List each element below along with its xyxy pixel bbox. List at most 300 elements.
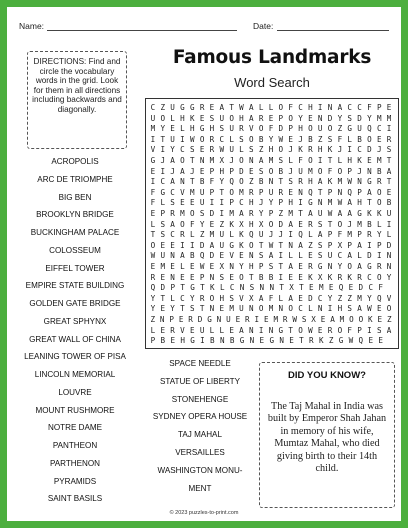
grid-letter[interactable]: X (249, 293, 254, 303)
grid-letter[interactable]: B (278, 166, 284, 176)
grid-letter[interactable]: R (258, 113, 264, 123)
grid-letter[interactable]: O (376, 272, 382, 282)
grid-letter[interactable]: G (199, 124, 205, 134)
grid-letter[interactable]: O (268, 166, 274, 176)
grid-letter[interactable]: V (249, 124, 254, 134)
grid-letter[interactable]: S (386, 145, 392, 155)
grid-letter[interactable]: N (317, 304, 323, 314)
grid-letter[interactable]: I (258, 325, 264, 335)
grid-letter[interactable]: Y (258, 209, 264, 218)
grid-letter[interactable]: A (298, 240, 303, 250)
grid-letter[interactable]: L (278, 293, 284, 303)
grid-letter[interactable]: J (258, 198, 264, 208)
grid-letter[interactable]: E (367, 156, 372, 165)
grid-letter[interactable]: O (337, 325, 343, 335)
grid-letter[interactable]: Y (150, 293, 156, 303)
grid-letter[interactable]: Y (239, 262, 244, 271)
grid-letter[interactable]: L (288, 251, 293, 261)
grid-letter[interactable]: Z (219, 219, 225, 229)
grid-letter[interactable]: O (278, 103, 284, 112)
grid-letter[interactable]: H (180, 113, 185, 123)
grid-letter[interactable]: E (160, 272, 166, 282)
grid-letter[interactable]: O (150, 240, 156, 250)
grid-letter[interactable]: E (298, 262, 303, 271)
grid-letter[interactable]: H (357, 198, 362, 208)
grid-letter[interactable]: G (239, 336, 245, 346)
grid-letter[interactable]: B (308, 134, 313, 144)
grid-letter[interactable]: B (189, 251, 195, 261)
grid-letter[interactable]: N (209, 272, 215, 282)
grid-letter[interactable]: E (317, 325, 323, 335)
grid-letter[interactable]: O (258, 124, 264, 134)
grid-letter[interactable]: M (160, 262, 166, 271)
grid-letter[interactable]: U (357, 124, 362, 134)
grid-letter[interactable]: P (268, 209, 274, 218)
grid-letter[interactable]: M (273, 315, 279, 324)
grid-letter[interactable]: G (269, 336, 275, 346)
grid-letter[interactable]: T (278, 177, 284, 187)
grid-letter[interactable]: A (180, 251, 185, 261)
grid-letter[interactable]: H (347, 156, 352, 165)
grid-letter[interactable]: A (288, 219, 293, 229)
grid-letter[interactable]: I (219, 209, 225, 218)
grid-letter[interactable]: P (150, 336, 156, 346)
grid-letter[interactable]: M (239, 187, 244, 197)
grid-letter[interactable]: Y (386, 272, 392, 282)
grid-letter[interactable]: S (258, 166, 264, 176)
grid-letter[interactable]: C (170, 230, 175, 240)
grid-letter[interactable]: U (239, 304, 244, 314)
grid-letter[interactable]: L (150, 219, 156, 229)
grid-letter[interactable]: R (170, 209, 175, 218)
grid-letter[interactable]: T (180, 304, 185, 314)
grid-letter[interactable]: N (317, 198, 323, 208)
grid-letter[interactable]: D (357, 113, 362, 123)
grid-letter[interactable]: M (386, 113, 392, 123)
grid-letter[interactable]: O (199, 134, 205, 144)
grid-letter[interactable]: H (219, 293, 225, 303)
grid-letter[interactable]: P (327, 230, 333, 240)
grid-letter[interactable]: X (289, 283, 294, 293)
grid-letter[interactable]: R (199, 293, 205, 303)
grid-letter[interactable]: N (327, 103, 333, 112)
grid-letter[interactable]: J (268, 230, 274, 240)
grid-letter[interactable]: M (339, 315, 345, 324)
grid-letter[interactable]: C (229, 283, 235, 293)
grid-letter[interactable]: U (160, 251, 166, 261)
grid-letter[interactable]: H (209, 124, 215, 134)
grid-letter[interactable]: D (367, 251, 372, 261)
grid-letter[interactable]: P (347, 240, 352, 250)
grid-letter[interactable]: C (150, 103, 156, 112)
grid-letter[interactable]: L (357, 251, 362, 261)
grid-letter[interactable]: P (160, 209, 166, 218)
grid-letter[interactable]: A (308, 209, 313, 218)
grid-letter[interactable]: D (239, 166, 244, 176)
grid-letter[interactable]: I (367, 240, 372, 250)
grid-letter[interactable]: J (170, 166, 175, 176)
grid-letter[interactable]: E (368, 336, 374, 346)
grid-letter[interactable]: W (278, 134, 284, 144)
grid-letter[interactable]: L (308, 304, 313, 314)
grid-letter[interactable]: I (317, 103, 323, 112)
grid-letter[interactable]: M (376, 156, 382, 165)
grid-letter[interactable]: V (386, 293, 392, 303)
grid-letter[interactable]: T (249, 272, 254, 282)
grid-letter[interactable]: X (239, 219, 244, 229)
grid-letter[interactable]: K (327, 145, 333, 155)
grid-letter[interactable]: U (268, 187, 274, 197)
grid-letter[interactable]: T (200, 283, 205, 293)
grid-letter[interactable]: X (219, 156, 225, 165)
grid-letter[interactable]: G (190, 336, 195, 346)
grid-letter[interactable]: R (357, 272, 362, 282)
grid-letter[interactable]: T (299, 283, 304, 293)
grid-letter[interactable]: A (288, 293, 293, 303)
grid-letter[interactable]: Z (328, 336, 334, 346)
grid-letter[interactable]: Z (278, 209, 284, 218)
grid-letter[interactable]: J (376, 145, 382, 155)
grid-letter[interactable]: A (258, 156, 264, 165)
grid-letter[interactable]: E (328, 283, 334, 293)
grid-letter[interactable]: U (199, 187, 205, 197)
grid-letter[interactable]: S (268, 262, 274, 271)
grid-letter[interactable]: O (376, 187, 382, 197)
grid-letter[interactable]: P (278, 113, 284, 123)
grid-letter[interactable]: N (357, 177, 362, 187)
grid-letter[interactable]: A (170, 156, 175, 165)
grid-letter[interactable]: E (209, 103, 215, 112)
grid-letter[interactable]: I (150, 134, 156, 144)
grid-letter[interactable]: M (337, 177, 343, 187)
grid-letter[interactable]: O (358, 315, 364, 324)
grid-letter[interactable]: A (347, 198, 352, 208)
grid-letter[interactable]: L (150, 325, 156, 335)
grid-letter[interactable]: T (298, 209, 303, 218)
grid-letter[interactable]: X (317, 272, 323, 282)
grid-letter[interactable]: P (278, 198, 284, 208)
grid-letter[interactable]: P (199, 272, 205, 282)
grid-letter[interactable]: E (160, 304, 166, 314)
grid-letter[interactable]: O (367, 134, 372, 144)
grid-letter[interactable]: O (189, 209, 195, 218)
grid-letter[interactable]: N (249, 251, 254, 261)
grid-letter[interactable]: S (258, 251, 264, 261)
grid-letter[interactable]: N (170, 251, 175, 261)
grid-letter[interactable]: E (298, 293, 303, 303)
grid-letter[interactable]: E (249, 166, 254, 176)
grid-letter[interactable]: V (180, 325, 185, 335)
grid-letter[interactable]: E (170, 336, 176, 346)
grid-letter[interactable]: R (308, 145, 313, 155)
grid-letter[interactable]: E (209, 262, 215, 271)
grid-letter[interactable]: V (180, 187, 185, 197)
grid-letter[interactable]: L (180, 262, 185, 271)
grid-letter[interactable]: H (317, 145, 323, 155)
grid-letter[interactable]: T (180, 283, 185, 293)
grid-letter[interactable]: Y (219, 177, 225, 187)
grid-letter[interactable]: M (268, 156, 274, 165)
grid-letter[interactable]: C (376, 124, 382, 134)
grid-letter[interactable]: M (318, 283, 324, 293)
grid-letter[interactable]: K (239, 240, 244, 250)
grid-letter[interactable]: P (288, 124, 293, 134)
grid-letter[interactable]: E (229, 325, 234, 335)
grid-letter[interactable]: E (160, 240, 166, 250)
grid-letter[interactable]: D (197, 315, 203, 324)
grid-letter[interactable]: S (239, 134, 244, 144)
grid-letter[interactable]: W (348, 336, 354, 346)
grid-letter[interactable]: U (170, 134, 175, 144)
grid-letter[interactable]: O (349, 315, 354, 324)
grid-letter[interactable]: U (258, 230, 264, 240)
grid-letter[interactable]: S (189, 304, 195, 314)
grid-letter[interactable]: N (317, 113, 323, 123)
grid-letter[interactable]: L (347, 134, 352, 144)
grid-letter[interactable]: K (318, 336, 324, 346)
grid-letter[interactable]: I (209, 198, 215, 208)
grid-letter[interactable]: L (219, 283, 225, 293)
grid-letter[interactable]: L (219, 325, 225, 335)
grid-letter[interactable]: K (210, 283, 215, 293)
grid-letter[interactable]: E (189, 272, 195, 282)
grid-letter[interactable]: B (357, 134, 362, 144)
grid-letter[interactable]: N (298, 187, 303, 197)
grid-letter[interactable]: E (219, 304, 225, 314)
grid-letter[interactable]: T (279, 283, 284, 293)
grid-letter[interactable]: V (229, 251, 234, 261)
grid-letter[interactable]: Q (298, 230, 303, 240)
grid-letter[interactable]: A (180, 166, 185, 176)
grid-letter[interactable]: E (178, 315, 184, 324)
grid-letter[interactable]: I (150, 177, 156, 187)
grid-letter[interactable]: T (160, 134, 166, 144)
grid-letter[interactable]: W (268, 240, 274, 250)
grid-letter[interactable]: C (357, 103, 362, 112)
grid-letter[interactable]: O (180, 156, 185, 165)
grid-letter[interactable]: N (278, 304, 284, 314)
grid-letter[interactable]: Q (308, 187, 313, 197)
grid-letter[interactable]: M (357, 219, 362, 229)
grid-letter[interactable]: Y (268, 134, 274, 144)
grid-letter[interactable]: U (226, 315, 231, 324)
grid-letter[interactable]: B (160, 336, 166, 346)
grid-letter[interactable]: R (278, 187, 284, 197)
grid-letter[interactable]: N (249, 304, 254, 314)
grid-letter[interactable]: P (170, 283, 176, 293)
grid-letter[interactable]: D (209, 251, 215, 261)
grid-letter[interactable]: N (269, 283, 275, 293)
grid-letter[interactable]: N (209, 304, 215, 314)
grid-letter[interactable]: W (337, 198, 343, 208)
grid-letter[interactable]: G (190, 283, 195, 293)
grid-letter[interactable]: T (160, 293, 166, 303)
grid-letter[interactable]: Q (367, 124, 372, 134)
grid-letter[interactable]: I (278, 272, 284, 282)
grid-letter[interactable]: I (160, 145, 166, 155)
grid-letter[interactable]: H (249, 198, 254, 208)
grid-letter[interactable]: M (268, 304, 274, 314)
grid-letter[interactable]: B (258, 272, 264, 282)
grid-letter[interactable]: F (189, 219, 195, 229)
grid-letter[interactable]: M (357, 293, 362, 303)
grid-letter[interactable]: S (249, 283, 255, 293)
grid-letter[interactable]: Z (347, 293, 352, 303)
grid-letter[interactable]: P (209, 187, 215, 197)
grid-letter[interactable]: R (249, 209, 254, 218)
grid-letter[interactable]: O (239, 156, 244, 165)
grid-letter[interactable]: R (337, 272, 343, 282)
grid-letter[interactable]: S (229, 293, 234, 303)
grid-letter[interactable]: I (347, 145, 352, 155)
grid-letter[interactable]: L (376, 219, 382, 229)
grid-letter[interactable]: R (367, 230, 372, 240)
grid-letter[interactable]: I (386, 219, 392, 229)
grid-letter[interactable]: X (337, 240, 343, 250)
grid-letter[interactable]: K (239, 230, 244, 240)
grid-letter[interactable]: D (386, 240, 392, 250)
grid-letter[interactable]: R (309, 336, 314, 346)
grid-letter[interactable]: A (288, 262, 293, 271)
grid-letter[interactable]: Z (337, 293, 343, 303)
grid-letter[interactable]: X (219, 262, 225, 271)
grid-letter[interactable]: B (386, 198, 392, 208)
grid-letter[interactable]: Q (358, 336, 364, 346)
grid-letter[interactable]: A (239, 209, 244, 218)
grid-letter[interactable]: F (347, 325, 352, 335)
grid-letter[interactable]: U (229, 145, 234, 155)
grid-letter[interactable]: O (229, 113, 234, 123)
grid-letter[interactable]: S (199, 209, 205, 218)
grid-letter[interactable]: T (288, 325, 293, 335)
grid-letter[interactable]: G (347, 124, 352, 134)
grid-letter[interactable]: C (357, 145, 362, 155)
grid-letter[interactable]: S (347, 113, 352, 123)
grid-letter[interactable]: J (337, 145, 343, 155)
grid-letter[interactable]: L (229, 134, 234, 144)
grid-letter[interactable]: D (327, 113, 333, 123)
grid-letter[interactable]: G (207, 315, 212, 324)
grid-letter[interactable]: A (330, 315, 335, 324)
grid-letter[interactable]: I (160, 166, 166, 176)
grid-letter[interactable]: I (219, 198, 225, 208)
grid-letter[interactable]: Q (229, 177, 234, 187)
grid-letter[interactable]: R (150, 272, 156, 282)
grid-letter[interactable]: O (317, 166, 323, 176)
grid-letter[interactable]: H (189, 124, 195, 134)
grid-letter[interactable]: W (327, 209, 333, 218)
grid-letter[interactable]: O (376, 198, 382, 208)
grid-letter[interactable]: O (239, 177, 244, 187)
grid-letter[interactable]: C (180, 145, 185, 155)
grid-letter[interactable]: C (239, 198, 244, 208)
grid-letter[interactable]: E (289, 336, 294, 346)
grid-letter[interactable]: A (347, 209, 352, 218)
grid-letter[interactable]: R (245, 315, 250, 324)
grid-letter[interactable]: P (327, 240, 333, 250)
grid-letter[interactable]: C (317, 293, 323, 303)
grid-letter[interactable]: D (278, 219, 284, 229)
grid-letter[interactable]: N (386, 262, 392, 271)
grid-letter[interactable]: A (268, 251, 274, 261)
grid-letter[interactable]: B (229, 336, 235, 346)
grid-letter[interactable]: B (258, 134, 264, 144)
grid-letter[interactable]: M (229, 304, 234, 314)
grid-letter[interactable]: E (348, 283, 354, 293)
grid-letter[interactable]: G (189, 103, 195, 112)
grid-letter[interactable]: Z (258, 145, 264, 155)
grid-letter[interactable]: N (199, 156, 205, 165)
grid-letter[interactable]: C (368, 283, 374, 293)
grid-letter[interactable]: O (298, 325, 303, 335)
grid-letter[interactable]: E (189, 262, 195, 271)
grid-letter[interactable]: S (189, 145, 195, 155)
grid-letter[interactable]: O (180, 219, 185, 229)
grid-letter[interactable]: G (308, 198, 313, 208)
grid-letter[interactable]: L (189, 230, 195, 240)
grid-letter[interactable]: O (337, 219, 343, 229)
grid-letter[interactable]: O (249, 240, 254, 250)
grid-letter[interactable]: T (189, 156, 195, 165)
grid-letter[interactable]: G (150, 156, 156, 165)
grid-letter[interactable]: N (229, 262, 234, 271)
grid-letter[interactable]: P (229, 166, 234, 176)
grid-letter[interactable]: H (219, 166, 225, 176)
grid-letter[interactable]: L (209, 325, 215, 335)
grid-letter[interactable]: U (317, 124, 323, 134)
grid-letter[interactable]: L (308, 230, 313, 240)
grid-letter[interactable]: X (311, 315, 316, 324)
grid-letter[interactable]: Z (150, 315, 156, 324)
grid-letter[interactable]: H (180, 336, 185, 346)
grid-letter[interactable]: E (386, 187, 392, 197)
grid-letter[interactable]: J (160, 156, 166, 165)
grid-letter[interactable]: A (249, 113, 254, 123)
grid-letter[interactable]: L (337, 156, 343, 165)
grid-letter[interactable]: E (320, 315, 326, 324)
grid-letter[interactable]: L (386, 230, 392, 240)
grid-letter[interactable]: R (170, 325, 175, 335)
grid-letter[interactable]: E (298, 272, 303, 282)
grid-letter[interactable]: I (376, 251, 382, 261)
grid-letter[interactable]: N (239, 283, 245, 293)
grid-letter[interactable]: K (376, 209, 382, 218)
grid-letter[interactable]: Y (367, 293, 372, 303)
grid-letter[interactable]: F (268, 293, 274, 303)
grid-letter[interactable]: L (229, 230, 234, 240)
grid-letter[interactable]: O (337, 166, 343, 176)
grid-letter[interactable]: C (337, 251, 343, 261)
grid-letter[interactable]: T (386, 177, 392, 187)
grid-letter[interactable]: T (199, 304, 205, 314)
grid-letter[interactable]: U (219, 113, 225, 123)
grid-letter[interactable]: I (189, 240, 195, 250)
grid-letter[interactable]: T (327, 219, 333, 229)
grid-letter[interactable]: N (249, 156, 254, 165)
grid-letter[interactable]: S (249, 145, 254, 155)
grid-letter[interactable]: H (239, 113, 244, 123)
grid-letter[interactable]: M (209, 156, 215, 165)
grid-letter[interactable]: E (219, 251, 225, 261)
grid-letter[interactable]: R (209, 134, 215, 144)
grid-letter[interactable]: O (239, 272, 244, 282)
grid-letter[interactable]: G (367, 262, 372, 271)
grid-letter[interactable]: G (180, 103, 185, 112)
grid-letter[interactable]: E (268, 113, 274, 123)
grid-letter[interactable]: E (170, 124, 175, 134)
grid-letter[interactable]: I (200, 336, 205, 346)
grid-letter[interactable]: J (288, 145, 293, 155)
